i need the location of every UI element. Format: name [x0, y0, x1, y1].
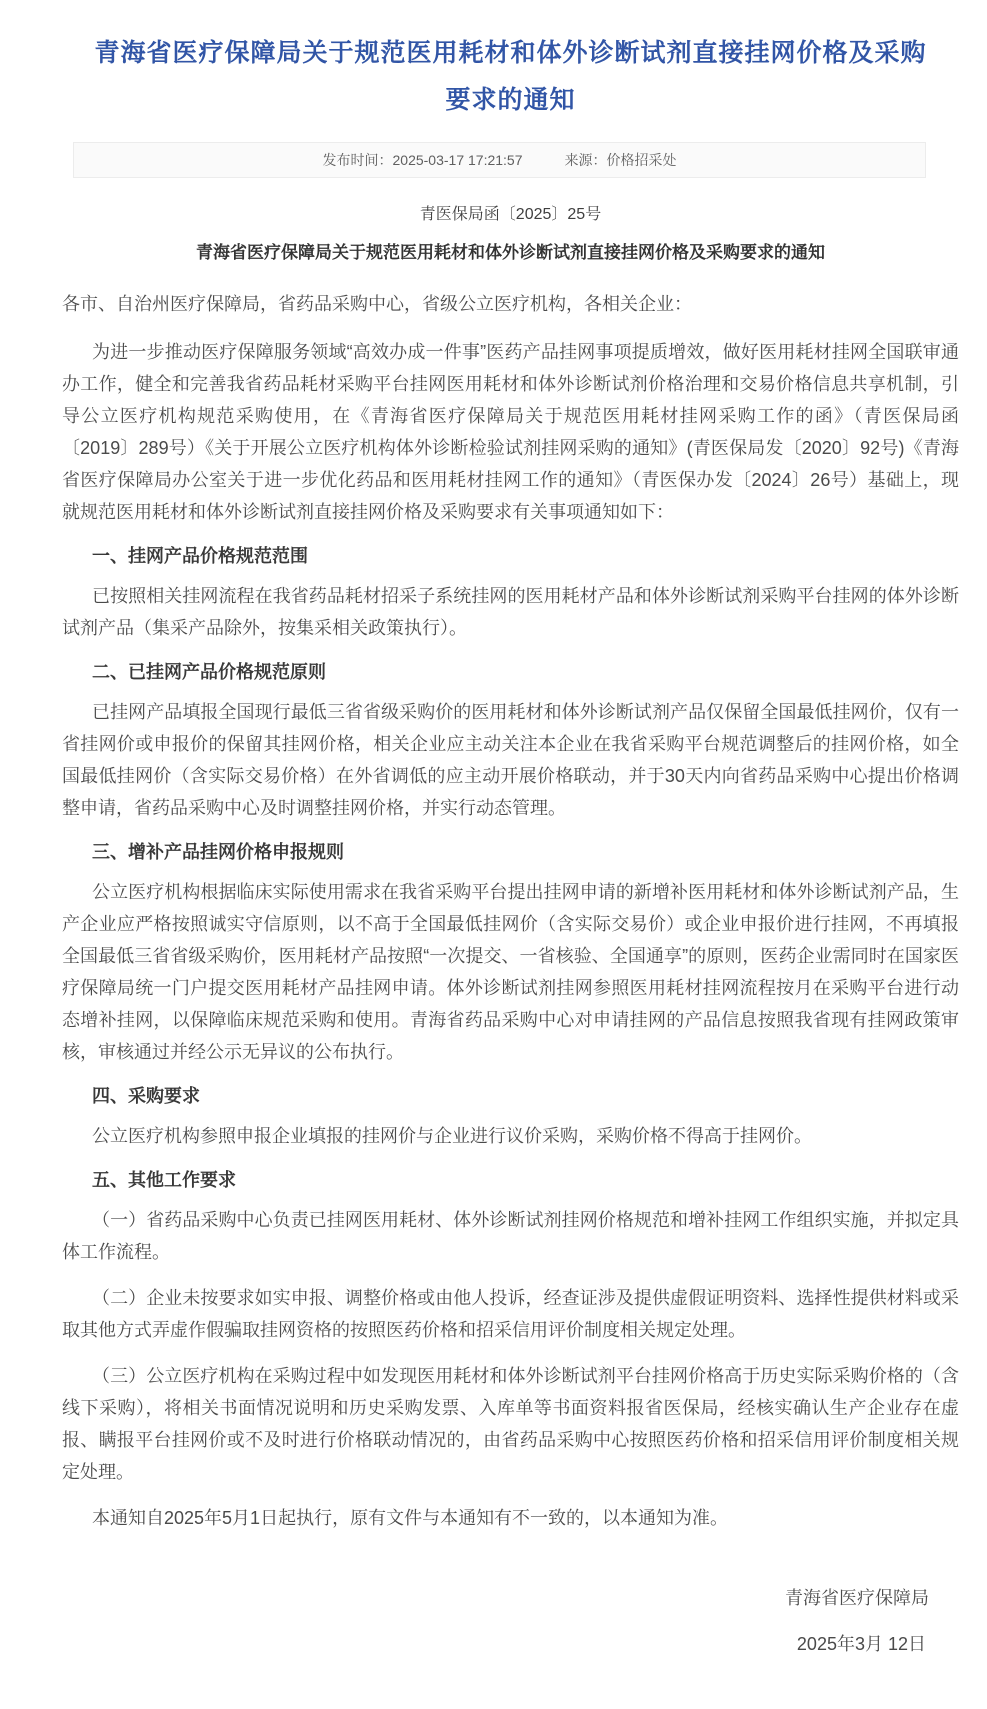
closing-paragraph: 本通知自2025年5月1日起执行，原有文件与本通知有不一致的，以本通知为准。 — [92, 1508, 729, 1528]
section-heading-2: 二、已挂网产品价格规范原则 — [92, 662, 326, 682]
section-2-paragraph: 已挂网产品填报全国现行最低三省省级采购价的医用耗材和体外诊断试剂产品仅保留全国最低挂网价，仅有一省挂网价或申报价的保留其挂网价格，相关企业应主动关注本企业在我省采购平台规范调整后的挂网价格，如全国最低挂网价（含实际交易价格）在外省调低的应主动开展价格联动，并于30天内向省药品采购中心提出价格调整申请，省药品采购中心及时调整挂网价格，并实行动态管理。 — [62, 702, 959, 818]
issuing-authority: 青海省医疗保障局 — [785, 1588, 929, 1608]
section-3-paragraph: 公立医疗机构根据临床实际使用需求在我省采购平台提出挂网申请的新增补医用耗材和体外诊断试剂产品，生产企业应严格按照诚实守信原则，以不高于全国最低挂网价（含实际交易价）或企业申报价进行挂网，不再填报全国最低三省省级采购价，医用耗材产品按照“一次提交、一省核验、全国通享”的原则，医药企业需同时在国家医疗保障局统一门户提交医用耗材产品挂网申请。体外诊断试剂挂网参照医用耗材挂网流程按月在采购平台进行动态增补挂网，以保障临床规范采购和使用。青海省药品采购中心对申请挂网的产品信息按照我省现有挂网政策审核，审核通过并经公示无异议的公布执行。 — [62, 882, 959, 1062]
page-title: 青海省医疗保障局关于规范医用耗材和体外诊断试剂直接挂网价格及采购要求的通知 — [94, 39, 927, 114]
section-heading-4: 四、采购要求 — [92, 1086, 200, 1106]
section-1-paragraph: 已按照相关挂网流程在我省药品耗材招采子系统挂网的医用耗材产品和体外诊断试剂采购平台挂网的体外诊断试剂产品（集采产品除外，按集采相关政策执行）。 — [62, 586, 959, 638]
issue-date: 2025年3月 12日 — [796, 1634, 926, 1654]
source-value: 价格招采处 — [606, 152, 677, 168]
document-inner-title: 青海省医疗保障局关于规范医用耗材和体外诊断试剂直接挂网价格及采购要求的通知 — [196, 243, 825, 262]
section-4-paragraph: 公立医疗机构参照申报企业填报的挂网价与企业进行议价采购，采购价格不得高于挂网价。 — [92, 1126, 812, 1146]
source-label: 来源： — [564, 152, 607, 168]
section-5-item-2: （二）企业未按要求如实申报、调整价格或由他人投诉，经查证涉及提供虚假证明资料、选择性提供材料或采取其他方式弄虚作假骗取挂网资格的按照医药价格和招采信用评价制度相关规定处理。 — [62, 1288, 959, 1340]
salutation: 各市、自治州医疗保障局，省药品采购中心，省级公立医疗机构，各相关企业： — [62, 294, 692, 314]
publish-time — [323, 150, 523, 170]
intro-paragraph: 为进一步推动医疗保障服务领域“高效办成一件事”医药产品挂网事项提质增效，做好医用耗材挂网全国联审通办工作，健全和完善我省药品耗材采购平台挂网医用耗材和体外诊断试剂价格治理和交易价格信息共享机制，引导公立医疗机构规范采购使用，在《青海省医疗保障局关于规范医用耗材挂网采购工作的函》（青医保局函〔2019〕289号）《关于开展公立医疗机构体外诊断检验试剂挂网采购的通知》(青医保局发〔2020〕92号)《青海省医疗保障局办公室关于进一步优化药品和医用耗材挂网工作的通知》（青医保办发〔2024〕26号）基础上，现就规范医用耗材和体外诊断试剂直接挂网价格及采购要求有关事项通知如下： — [62, 342, 959, 522]
section-heading-1: 一、挂网产品价格规范范围 — [92, 546, 308, 566]
document-number: 青医保局函〔2025〕25号 — [419, 206, 602, 223]
section-heading-5: 五、其他工作要求 — [92, 1170, 236, 1190]
publish-time-value: 2025-03-17 17:21:57 — [392, 152, 523, 168]
publish-info-bar — [73, 142, 926, 178]
section-5-item-3: （三）公立医疗机构在采购过程中如发现医用耗材和体外诊断试剂平台挂网价格高于历史实际采购价格的（含线下采购），将相关书面情况说明和历史采购发票、入库单等书面资料报省医保局，经核实确认生产企业存在虚报、瞒报平台挂网价或不及时进行价格联动情况的，由省药品采购中心按照医药价格和招采信用评价制度相关规定处理。 — [62, 1366, 959, 1482]
section-heading-3: 三、增补产品挂网价格申报规则 — [92, 842, 344, 862]
publish-time-label: 发布时间： — [322, 152, 393, 168]
document-body — [62, 204, 959, 1660]
section-5-item-1: （一）省药品采购中心负责已挂网医用耗材、体外诊断试剂挂网价格规范和增补挂网工作组织实施，并拟定具体工作流程。 — [62, 1210, 959, 1262]
source — [565, 150, 677, 170]
